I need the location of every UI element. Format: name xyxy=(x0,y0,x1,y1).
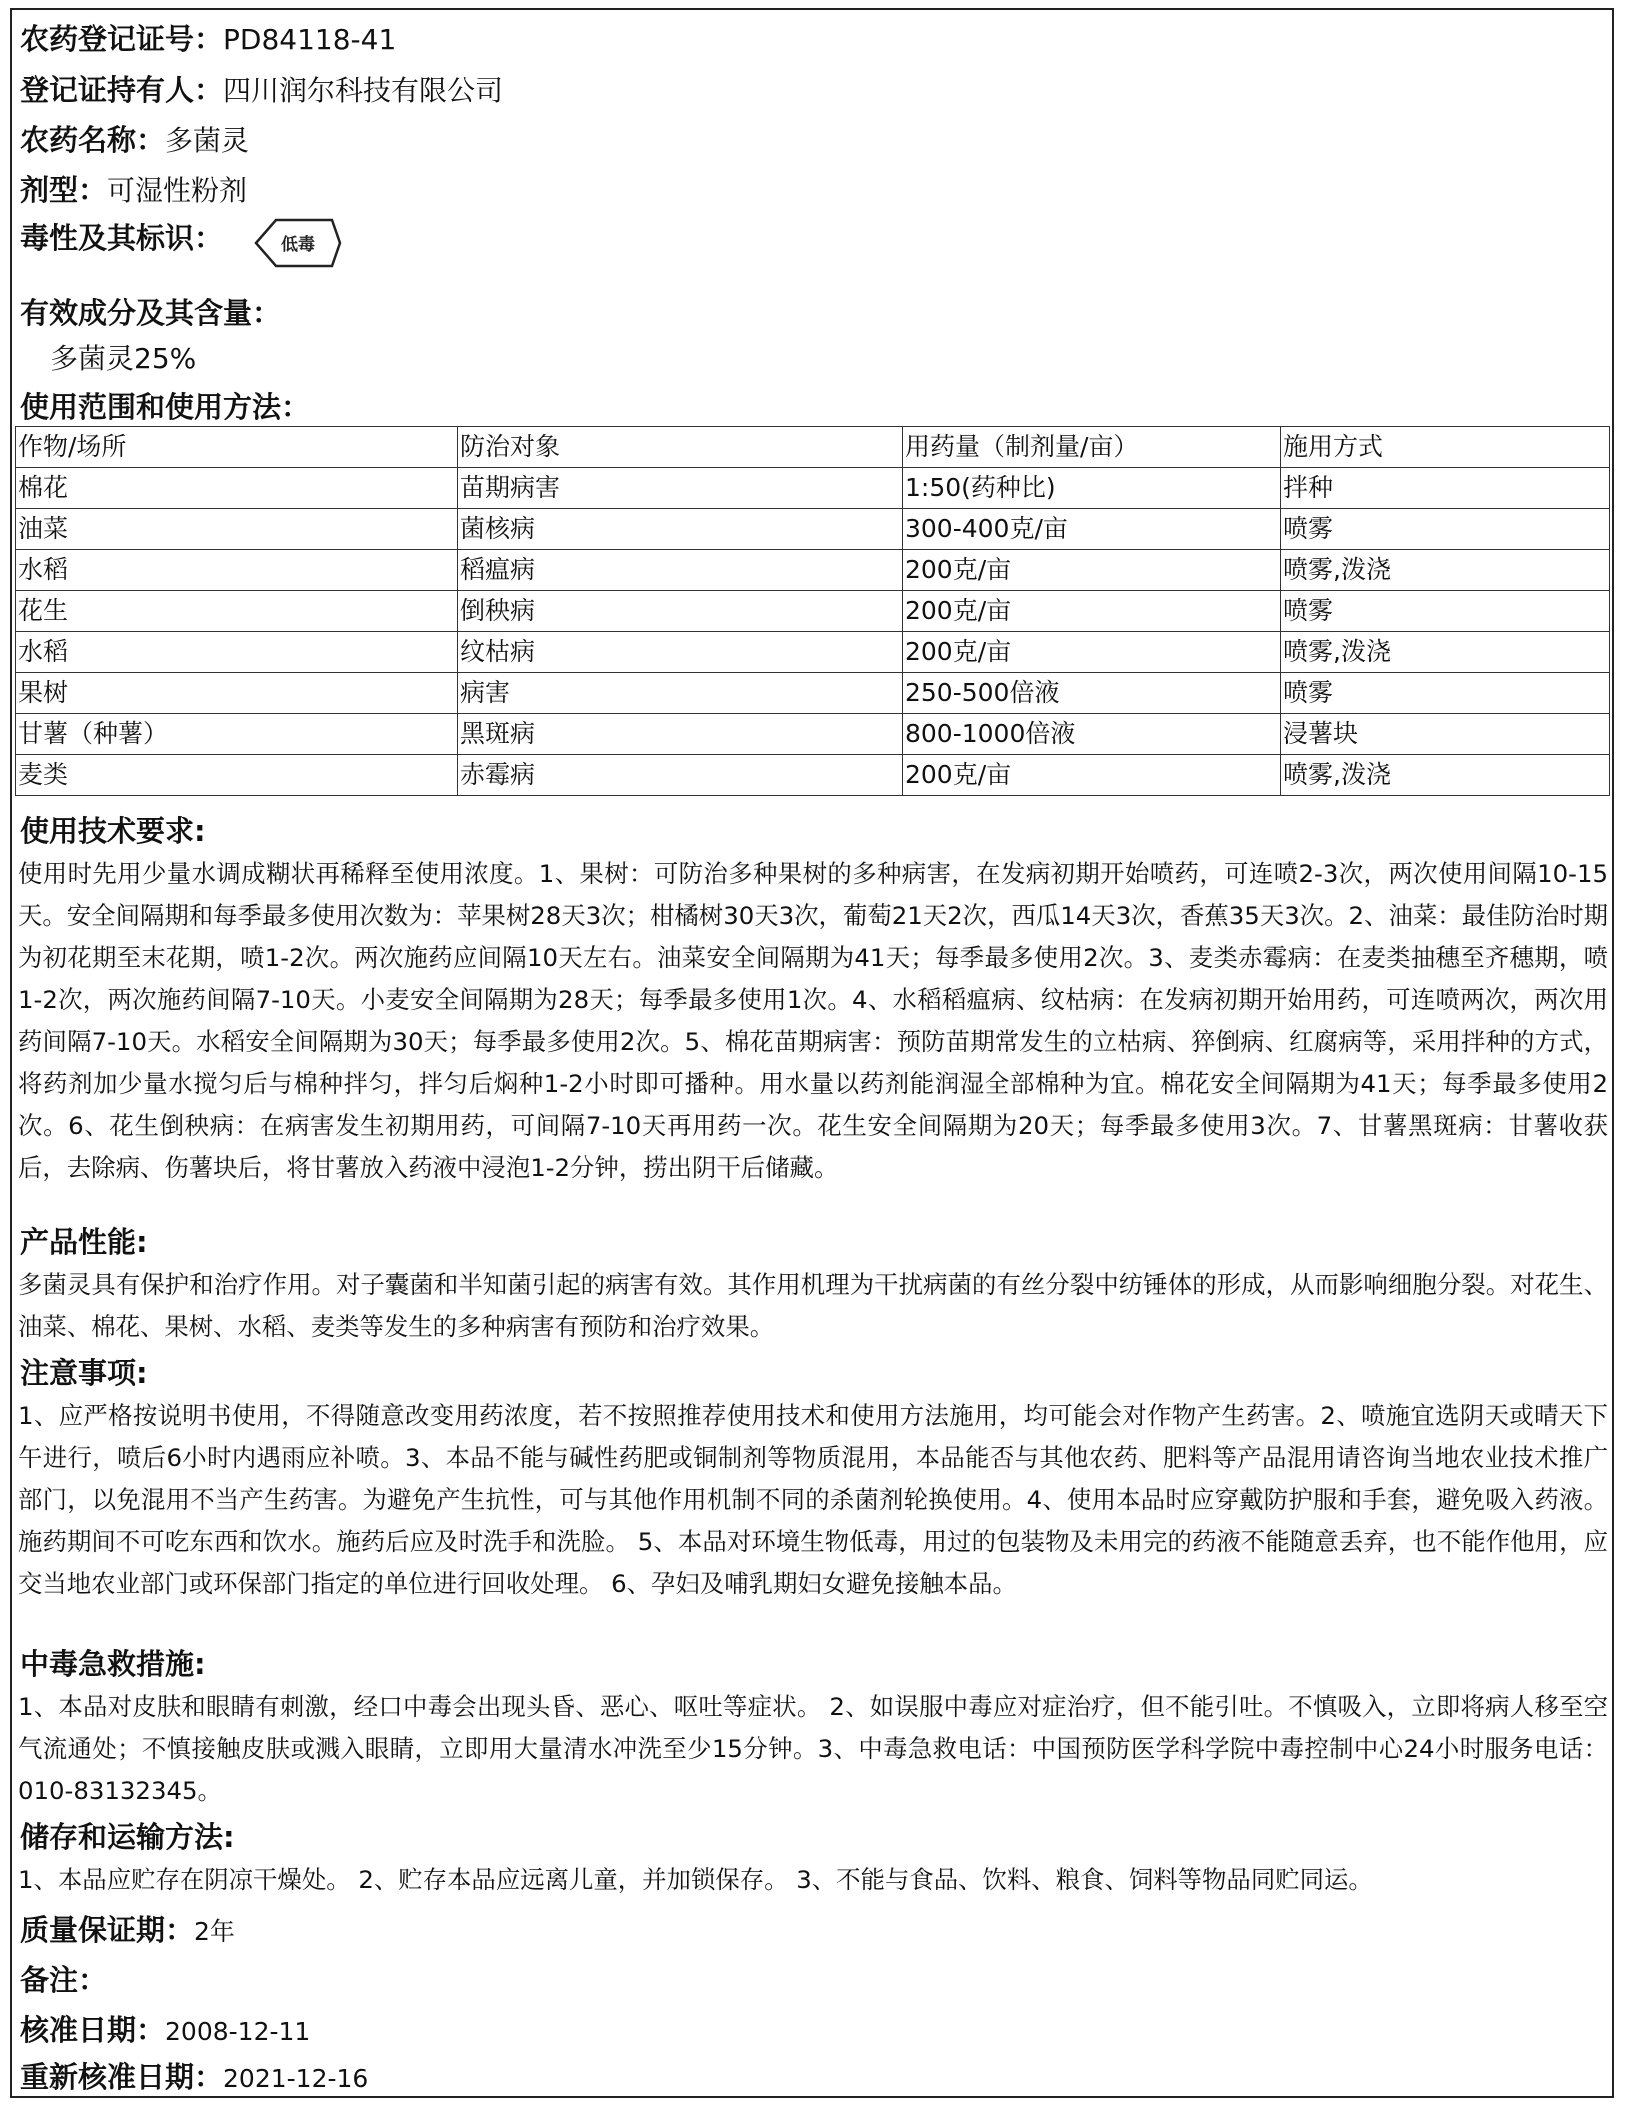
holder-row xyxy=(20,73,503,108)
table-cell: 200克/亩 xyxy=(903,550,1281,591)
registration-row xyxy=(20,22,396,57)
table-cell: 甘薯（种薯） xyxy=(16,714,458,755)
shelf-life-row xyxy=(20,1913,235,1949)
table-cell: 喷雾 xyxy=(1281,673,1610,714)
remarks-row xyxy=(20,1963,107,1998)
registration-value: PD84118-41 xyxy=(223,23,397,56)
remarks-label: 备注： xyxy=(20,1963,108,1997)
table-cell: 喷雾,泼浇 xyxy=(1281,550,1610,591)
table-row xyxy=(16,673,1610,714)
shelf-life-value: 2年 xyxy=(194,1917,235,1946)
performance-text: 多菌灵具有保护和治疗作用。对子囊菌和半知菌引起的病害有效。其作用机理为干扰病菌的有丝分裂中纺锤体的形成，从而影响细胞分裂。对花生、油菜、棉花、果树、水稻、麦类等发生的多种病害有预防和治疗效果。 xyxy=(18,1270,1608,1341)
table-cell: 拌种 xyxy=(1281,468,1610,509)
table-cell: 倒秧病 xyxy=(458,591,903,632)
table-row xyxy=(16,591,1610,632)
pesticide-label-document xyxy=(10,8,1614,2098)
table-header-cell: 防治对象 xyxy=(458,427,903,468)
precautions-heading: 注意事项: xyxy=(20,1356,148,1390)
table-cell: 棉花 xyxy=(16,468,458,509)
table-cell: 菌核病 xyxy=(458,509,903,550)
ingredients-heading: 有效成分及其含量： xyxy=(20,296,282,330)
usage-table xyxy=(15,426,1610,796)
first-aid-text: 1、本品对皮肤和眼睛有刺激，经口中毒会出现头昏、恶心、呕吐等症状。 2、如误服中毒应对症治疗，但不能引吐。不慎吸入，立即将病人移至空气流通处；不慎接触皮肤或溅入眼睛，立即用大量清水冲洗至少15分钟。3、中毒急救电话：中国预防医学科学院中毒控制中心24小时服务电话：010-83132345。 xyxy=(18,1692,1608,1805)
table-cell: 喷雾,泼浇 xyxy=(1281,632,1610,673)
toxicity-symbol-text: 低毒 xyxy=(281,235,315,255)
approval-date-value: 2008-12-11 xyxy=(165,2017,311,2046)
table-row xyxy=(16,714,1610,755)
table-cell: 花生 xyxy=(16,591,458,632)
table-cell: 200克/亩 xyxy=(903,755,1281,796)
table-cell: 1:50(药种比) xyxy=(903,468,1281,509)
table-row xyxy=(16,468,1610,509)
table-cell: 水稻 xyxy=(16,632,458,673)
table-row xyxy=(16,755,1610,796)
table-header-cell: 作物/场所 xyxy=(16,427,458,468)
table-header-cell: 施用方式 xyxy=(1281,427,1610,468)
toxicity-label: 毒性及其标识： xyxy=(20,221,224,255)
table-cell: 病害 xyxy=(458,673,903,714)
reapproval-date-value: 2021-12-16 xyxy=(223,2064,369,2093)
table-cell: 300-400克/亩 xyxy=(903,509,1281,550)
table-cell: 麦类 xyxy=(16,755,458,796)
formulation-row xyxy=(20,173,247,208)
table-cell: 200克/亩 xyxy=(903,591,1281,632)
toxicity-row xyxy=(20,221,223,256)
name-row xyxy=(20,123,249,158)
table-cell: 赤霉病 xyxy=(458,755,903,796)
technical-heading: 使用技术要求: xyxy=(20,814,206,848)
table-cell: 果树 xyxy=(16,673,458,714)
table-cell: 250-500倍液 xyxy=(903,673,1281,714)
holder-label: 登记证持有人： xyxy=(20,73,224,107)
storage-text: 1、本品应贮存在阴凉干燥处。 2、贮存本品应远离儿童，并加锁保存。 3、不能与食品、饮料、粮食、饲料等物品同贮同运。 xyxy=(18,1865,1373,1894)
name-label: 农药名称： xyxy=(20,123,166,157)
shelf-life-label: 质量保证期： xyxy=(20,1913,195,1947)
name-value: 多菌灵 xyxy=(165,124,250,157)
reapproval-date-row xyxy=(20,2060,368,2096)
storage-heading: 储存和运输方法: xyxy=(20,1820,235,1854)
holder-value: 四川润尔科技有限公司 xyxy=(223,74,504,107)
low-toxicity-symbol-icon xyxy=(252,216,344,272)
table-cell: 喷雾,泼浇 xyxy=(1281,755,1610,796)
table-cell: 苗期病害 xyxy=(458,468,903,509)
ingredients-value: 多菌灵25% xyxy=(50,342,197,375)
formulation-value: 可湿性粉剂 xyxy=(107,174,248,207)
table-cell: 黑斑病 xyxy=(458,714,903,755)
first-aid-heading: 中毒急救措施: xyxy=(20,1647,206,1681)
table-cell: 水稻 xyxy=(16,550,458,591)
approval-date-row xyxy=(20,2013,310,2049)
approval-date-label: 核准日期： xyxy=(20,2013,166,2047)
table-cell: 油菜 xyxy=(16,509,458,550)
table-cell: 稻瘟病 xyxy=(458,550,903,591)
formulation-label: 剂型： xyxy=(20,173,108,207)
table-header-row xyxy=(16,427,1610,468)
table-cell: 喷雾 xyxy=(1281,591,1610,632)
table-row xyxy=(16,509,1610,550)
table-cell: 200克/亩 xyxy=(903,632,1281,673)
table-cell: 喷雾 xyxy=(1281,509,1610,550)
table-cell: 浸薯块 xyxy=(1281,714,1610,755)
performance-heading: 产品性能: xyxy=(20,1225,148,1259)
technical-text: 使用时先用少量水调成糊状再稀释至使用浓度。1、果树：可防治多种果树的多种病害，在发病初期开始喷药，可连喷2-3次，两次使用间隔10-15天。安全间隔期和每季最多使用次数为：苹果树28天3次；柑橘树30天3次，葡萄21天2次，西瓜14天3次，香蕉35天3次。2、油菜：最佳防治时期为初花期至末花期，喷1-2次。两次施药应间隔10天左右。油菜安全间隔期为41天；每季最多使用2次。3、麦类赤霉病：在麦类抽穗至齐穗期，喷1-2次，两次施药间隔7-10天。小麦安全间隔期为28天；每季最多使用1次。4、水稻稻瘟病、纹枯病：在发病初期开始用药，可连喷两次，两次用药间隔7-10天。水稻安全间隔期为30天；每季最多使用2次。5、棉花苗期病害：预防苗期常发生的立枯病、猝倒病、红腐病等，采用拌种的方式，将药剂加少量水搅匀后与棉种拌匀，拌匀后焖种1-2小时即可播种。用水量以药剂能润湿全部棉种为宜。棉花安全间隔期为41天；每季最多使用2次。6、花生倒秧病：在病害发生初期用药，可间隔7-10天再用药一次。花生安全间隔期为20天；每季最多使用3次。7、甘薯黑斑病：甘薯收获后，去除病、伤薯块后，将甘薯放入药液中浸泡1-2分钟，捞出阴干后储藏。 xyxy=(18,859,1608,1182)
table-row xyxy=(16,632,1610,673)
reapproval-date-label: 重新核准日期： xyxy=(20,2060,224,2094)
usage-heading: 使用范围和使用方法： xyxy=(20,390,311,424)
table-cell: 800-1000倍液 xyxy=(903,714,1281,755)
registration-label: 农药登记证号： xyxy=(20,22,224,56)
table-row xyxy=(16,550,1610,591)
precautions-text: 1、应严格按说明书使用，不得随意改变用药浓度，若不按照推荐使用技术和使用方法施用，均可能会对作物产生药害。2、喷施宜选阴天或晴天下午进行，喷后6小时内遇雨应补喷。3、本品不能与碱性药肥或铜制剂等物质混用，本品能否与其他农药、肥料等产品混用请咨询当地农业技术推广部门，以免混用不当产生药害。为避免产生抗性，可与其他作用机制不同的杀菌剂轮换使用。4、使用本品时应穿戴防护服和手套，避免吸入药液。施药期间不可吃东西和饮水。施药后应及时洗手和洗脸。 5、本品对环境生物低毒，用过的包装物及未用完的药液不能随意丢弃，也不能作他用，应交当地农业部门或环保部门指定的单位进行回收处理。 6、孕妇及哺乳期妇女避免接触本品。 xyxy=(18,1401,1608,1598)
table-header-cell: 用药量（制剂量/亩） xyxy=(903,427,1281,468)
table-cell: 纹枯病 xyxy=(458,632,903,673)
